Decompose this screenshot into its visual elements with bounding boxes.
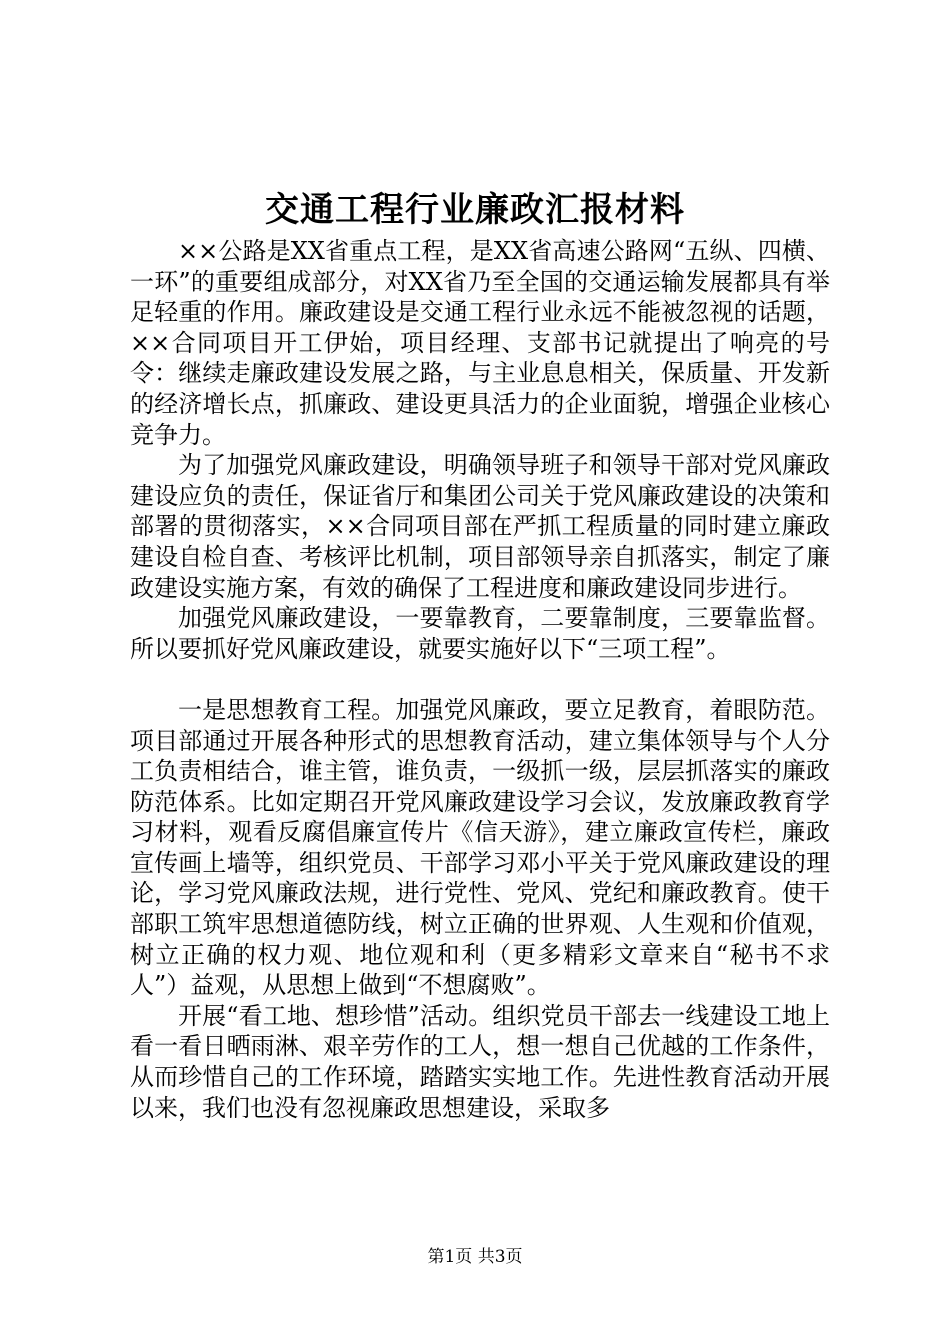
paragraph-ideological-education: 一是思想教育工程。加强党风廉政，要立足教育，着眼防范。项目部通过开展各种形式的思想教育活动，建立集体领导与个人分工负责相结合，谁主管，谁负责，一级抓一级，层层抓落实的廉政防范体系。比如定期召开党风廉政建设学习会议，发放廉政教育学习材料，观看反腐倡廉宣传片《信天游》，建立廉政宣传栏，廉政宣传画上墙等，组织党员、干部学习邓小平关于党风廉政建设的理论，学习党风廉政法规，进行党性、党风、党纪和廉政教育。使干部职工筑牢思想道德防线，树立正确的世界观、人生观和价值观，树立正确的权力观、地位观和利（更多精彩文章来自“秘书不求人”）益观，从思想上做到“不想腐败”。 <box>130 695 830 1000</box>
paragraph-site-activity: 开展“看工地、想珍惜”活动。组织党员干部去一线建设工地上看一看日晒雨淋、艰辛劳作的工人，想一想自己优越的工作条件，从而珍惜自己的工作环境，踏踏实实地工作。先进性教育活动开展以来，我们也没有忽视廉政思想建设，采取多 <box>130 1001 830 1122</box>
paragraph-responsibility: 为了加强党风廉政建设，明确领导班子和领导干部对党风廉政建设应负的责任，保证省厅和集团公司关于党风廉政建设的决策和部署的贯彻落实，××合同项目部在严抓工程质量的同时建立廉政建设自检自查、考核评比机制，项目部领导亲自抓落实，制定了廉政建设实施方案，有效的确保了工程进度和廉政建设同步进行。 <box>130 451 830 602</box>
paragraph-three-projects: 加强党风廉政建设，一要靠教育，二要靠制度，三要靠监督。所以要抓好党风廉政建设，就要实施好以下“三项工程”。 <box>130 604 830 663</box>
document-title: 交通工程行业廉政汇报材料 <box>265 190 685 230</box>
page-footer: 第1页 共3页 <box>427 1247 523 1267</box>
document-body <box>130 236 830 1123</box>
paragraph-intro: ××公路是XX省重点工程，是XX省高速公路网“五纵、四横、一环”的重要组成部分，对XX省乃至全国的交通运输发展都具有举足轻重的作用。廉政建设是交通工程行业永远不能被忽视的话题，××合同项目开工伊始，项目经理、支部书记就提出了响亮的号令：继续走廉政建设发展之路，与主业息息相关，保质量、开发新的经济增长点，抓廉政、建设更具活力的企业面貌，增强企业核心竞争力。 <box>130 237 830 449</box>
